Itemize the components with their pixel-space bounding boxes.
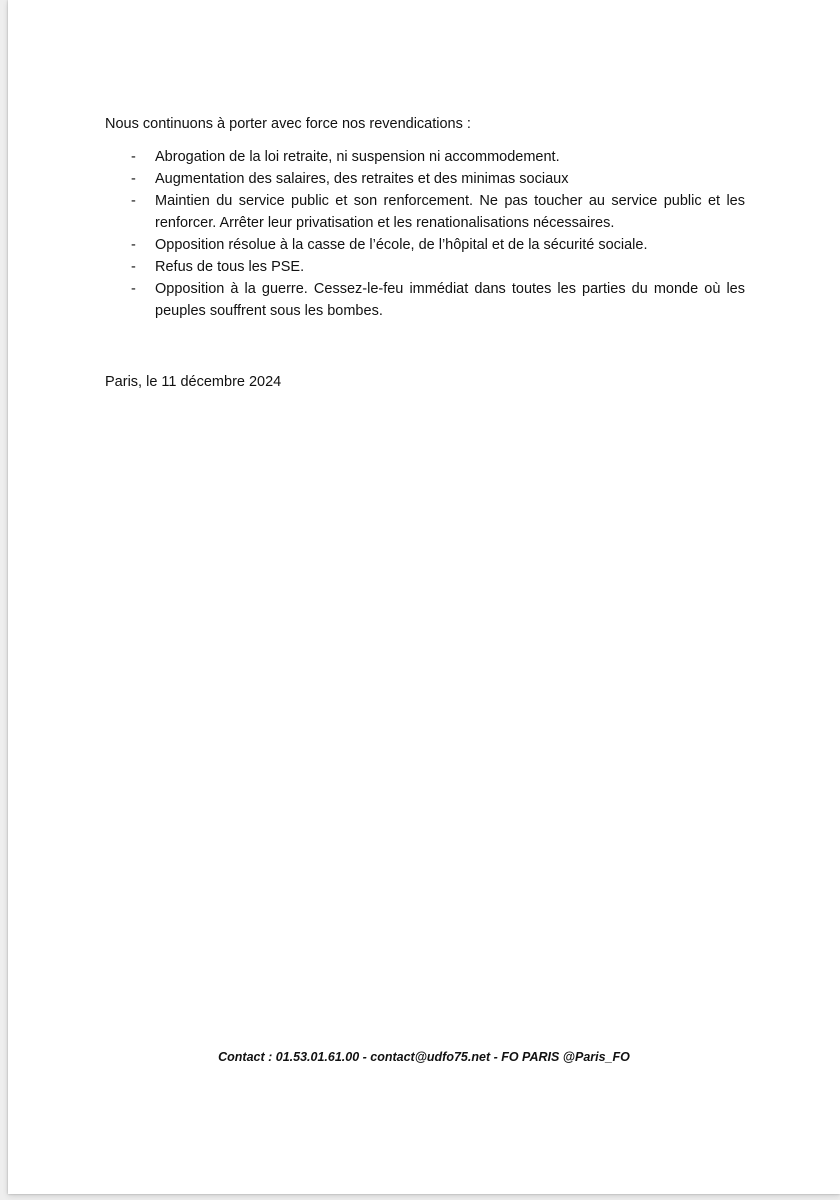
contact-footer: Contact : 01.53.01.61.00 - contact@udfo75.net - FO PARIS @Paris_FO [218,1050,630,1064]
intro-paragraph: Nous continuons à porter avec force nos revendications : [105,116,471,132]
demand-text: Maintien du service public et son renforcement. Ne pas toucher au service public et les renforcer. Arrêter leur privatisation et les renationalisations nécessaires. [155,193,745,231]
list-item [105,256,745,278]
bullet-dash: - [131,193,136,209]
list-item [105,146,745,168]
document-page [8,0,840,1194]
demand-text: Augmentation des salaires, des retraites et des minimas sociaux [155,171,569,187]
list-item [105,168,745,190]
list-item [105,234,745,256]
bullet-dash: - [131,237,136,253]
demand-text: Opposition résolue à la casse de l’école, de l’hôpital et de la sécurité sociale. [155,237,648,253]
signoff-date: Paris, le 11 décembre 2024 [105,374,282,390]
demand-text: Opposition à la guerre. Cessez-le-feu immédiat dans toutes les parties du monde où les peuples souffrent sous les bombes. [155,281,745,319]
bullet-dash: - [131,281,136,297]
bullet-dash: - [131,259,136,275]
demands-list [105,146,745,322]
bullet-dash: - [131,171,136,187]
bullet-dash: - [131,149,136,165]
list-item [105,190,745,234]
list-item [105,278,745,322]
demand-text: Refus de tous les PSE. [155,259,305,275]
demand-text: Abrogation de la loi retraite, ni suspension ni accommodement. [155,149,560,165]
